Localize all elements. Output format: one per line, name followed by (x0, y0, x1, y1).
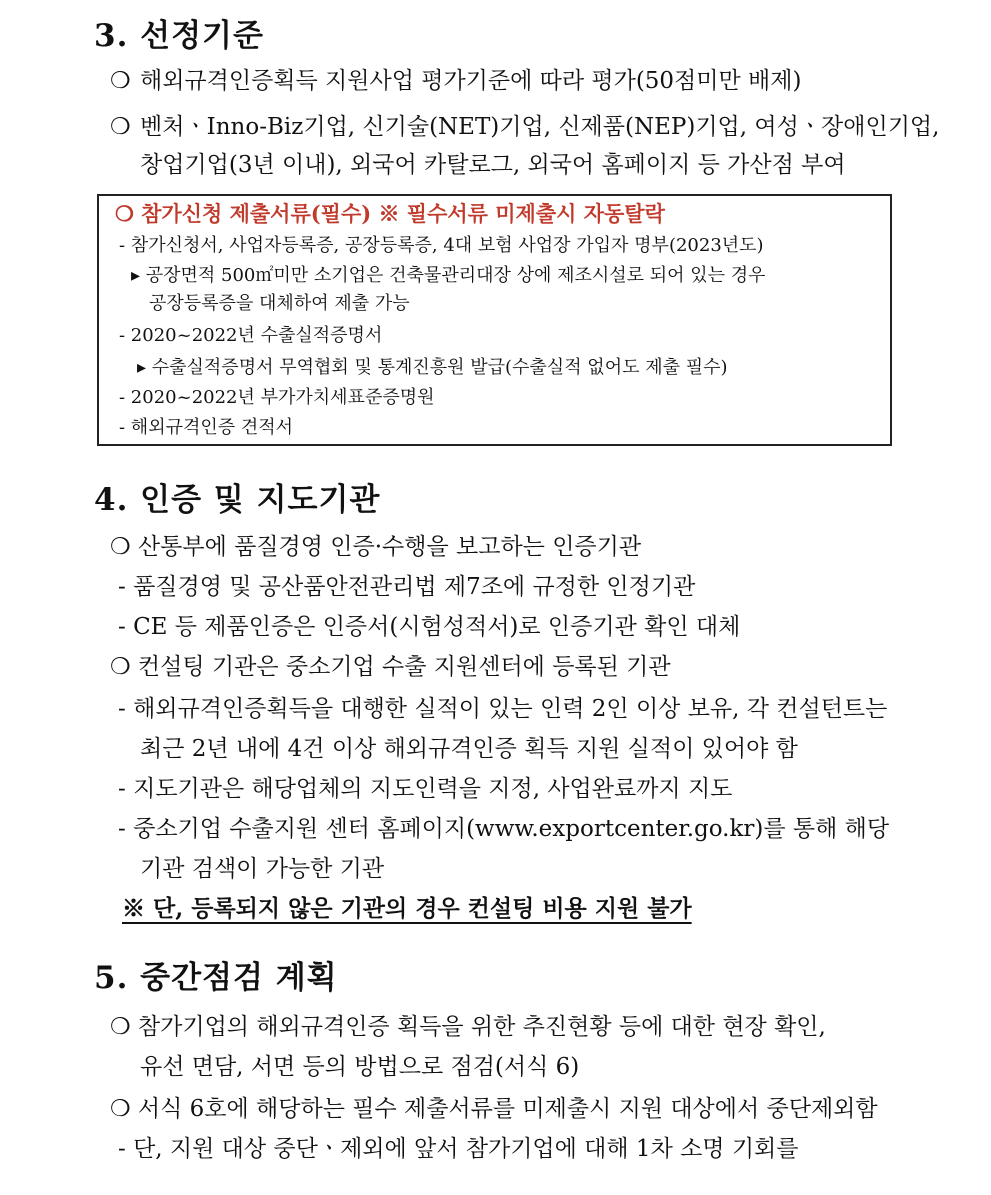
box-line: - 참가신청서, 사업자등록증, 공장등록증, 4대 보험 사업장 가입자 명부(2023년도) (119, 235, 764, 256)
required-documents-box (97, 194, 892, 446)
agency-line: ❍ 컨설팅 기관은 중소기업 수출 지원센터에 등록된 기관 (110, 654, 671, 680)
inspection-line: ❍ 참가기업의 해외규격인증 획득을 위한 추진현황 등에 대한 현장 확인, (110, 1014, 826, 1040)
agency-note: ※ 단, 등록되지 않은 기관의 경우 컨설팅 비용 지원 불가 (122, 895, 692, 922)
agency-line: 기관 검색이 가능한 기관 (140, 856, 385, 882)
box-line: ▸ 수출실적증명서 무역협회 및 통계진흥원 발급(수출실적 없어도 제출 필수) (137, 357, 728, 378)
criteria-item-1: ❍ 해외규격인증획득 지원사업 평가기준에 따라 평가(50점미만 배제) (110, 68, 802, 94)
agency-line: ❍ 산통부에 품질경영 인증·수행을 보고하는 인증기관 (110, 534, 642, 560)
criteria-item-2: ❍ 벤처ㆍInno-Biz기업, 신기술(NET)기업, 신제품(NEP)기업, 여성ㆍ장애인기업, (110, 114, 940, 140)
agency-line: - 중소기업 수출지원 센터 홈페이지(www.exportcenter.go.kr)를 통해 해당 (118, 816, 890, 842)
inspection-line: ❍ 서식 6호에 해당하는 필수 제출서류를 미제출시 지원 대상에서 중단제외함 (110, 1096, 878, 1122)
section-5-title: 5. 중간점검 계획 (94, 960, 338, 996)
section-4-title: 4. 인증 및 지도기관 (94, 482, 381, 518)
criteria-item-2-cont: 창업기업(3년 이내), 외국어 카탈로그, 외국어 홈페이지 등 가산점 부여 (140, 152, 846, 178)
box-line: - 2020~2022년 수출실적증명서 (119, 325, 383, 346)
agency-line: - 지도기관은 해당업체의 지도인력을 지정, 사업완료까지 지도 (118, 776, 733, 802)
inspection-line: - 단, 지원 대상 중단ㆍ제외에 앞서 참가기업에 대해 1차 소명 기회를 (118, 1136, 799, 1162)
box-line: ▸ 공장면적 500㎡미만 소기업은 건축물관리대장 상에 제조시설로 되어 있는 경우 (131, 265, 766, 286)
agency-line: - 해외규격인증획득을 대행한 실적이 있는 인력 2인 이상 보유, 각 컨설턴트는 (118, 696, 888, 722)
agency-line: - 품질경영 및 공산품안전관리법 제7조에 규정한 인정기관 (118, 574, 696, 600)
circle-bullet-icon: ❍ (110, 114, 131, 140)
agency-line: 최근 2년 내에 4건 이상 해외규격인증 획득 지원 실적이 있어야 함 (140, 736, 798, 762)
agency-line: - CE 등 제품인증은 인증서(시험성적서)로 인증기관 확인 대체 (118, 614, 741, 640)
box-line: - 2020~2022년 부가가치세표준증명원 (119, 387, 435, 408)
section-3-title: 3. 선정기준 (94, 18, 264, 54)
inspection-line: 유선 면담, 서면 등의 방법으로 점검(서식 6) (140, 1054, 580, 1080)
box-line: 공장등록증을 대체하여 제출 가능 (149, 293, 410, 314)
box-heading: ❍ 참가신청 제출서류(필수) ※ 필수서류 미제출시 자동탈락 (115, 201, 665, 226)
box-line: - 해외규격인증 견적서 (119, 417, 294, 438)
circle-bullet-icon: ❍ (110, 68, 131, 94)
